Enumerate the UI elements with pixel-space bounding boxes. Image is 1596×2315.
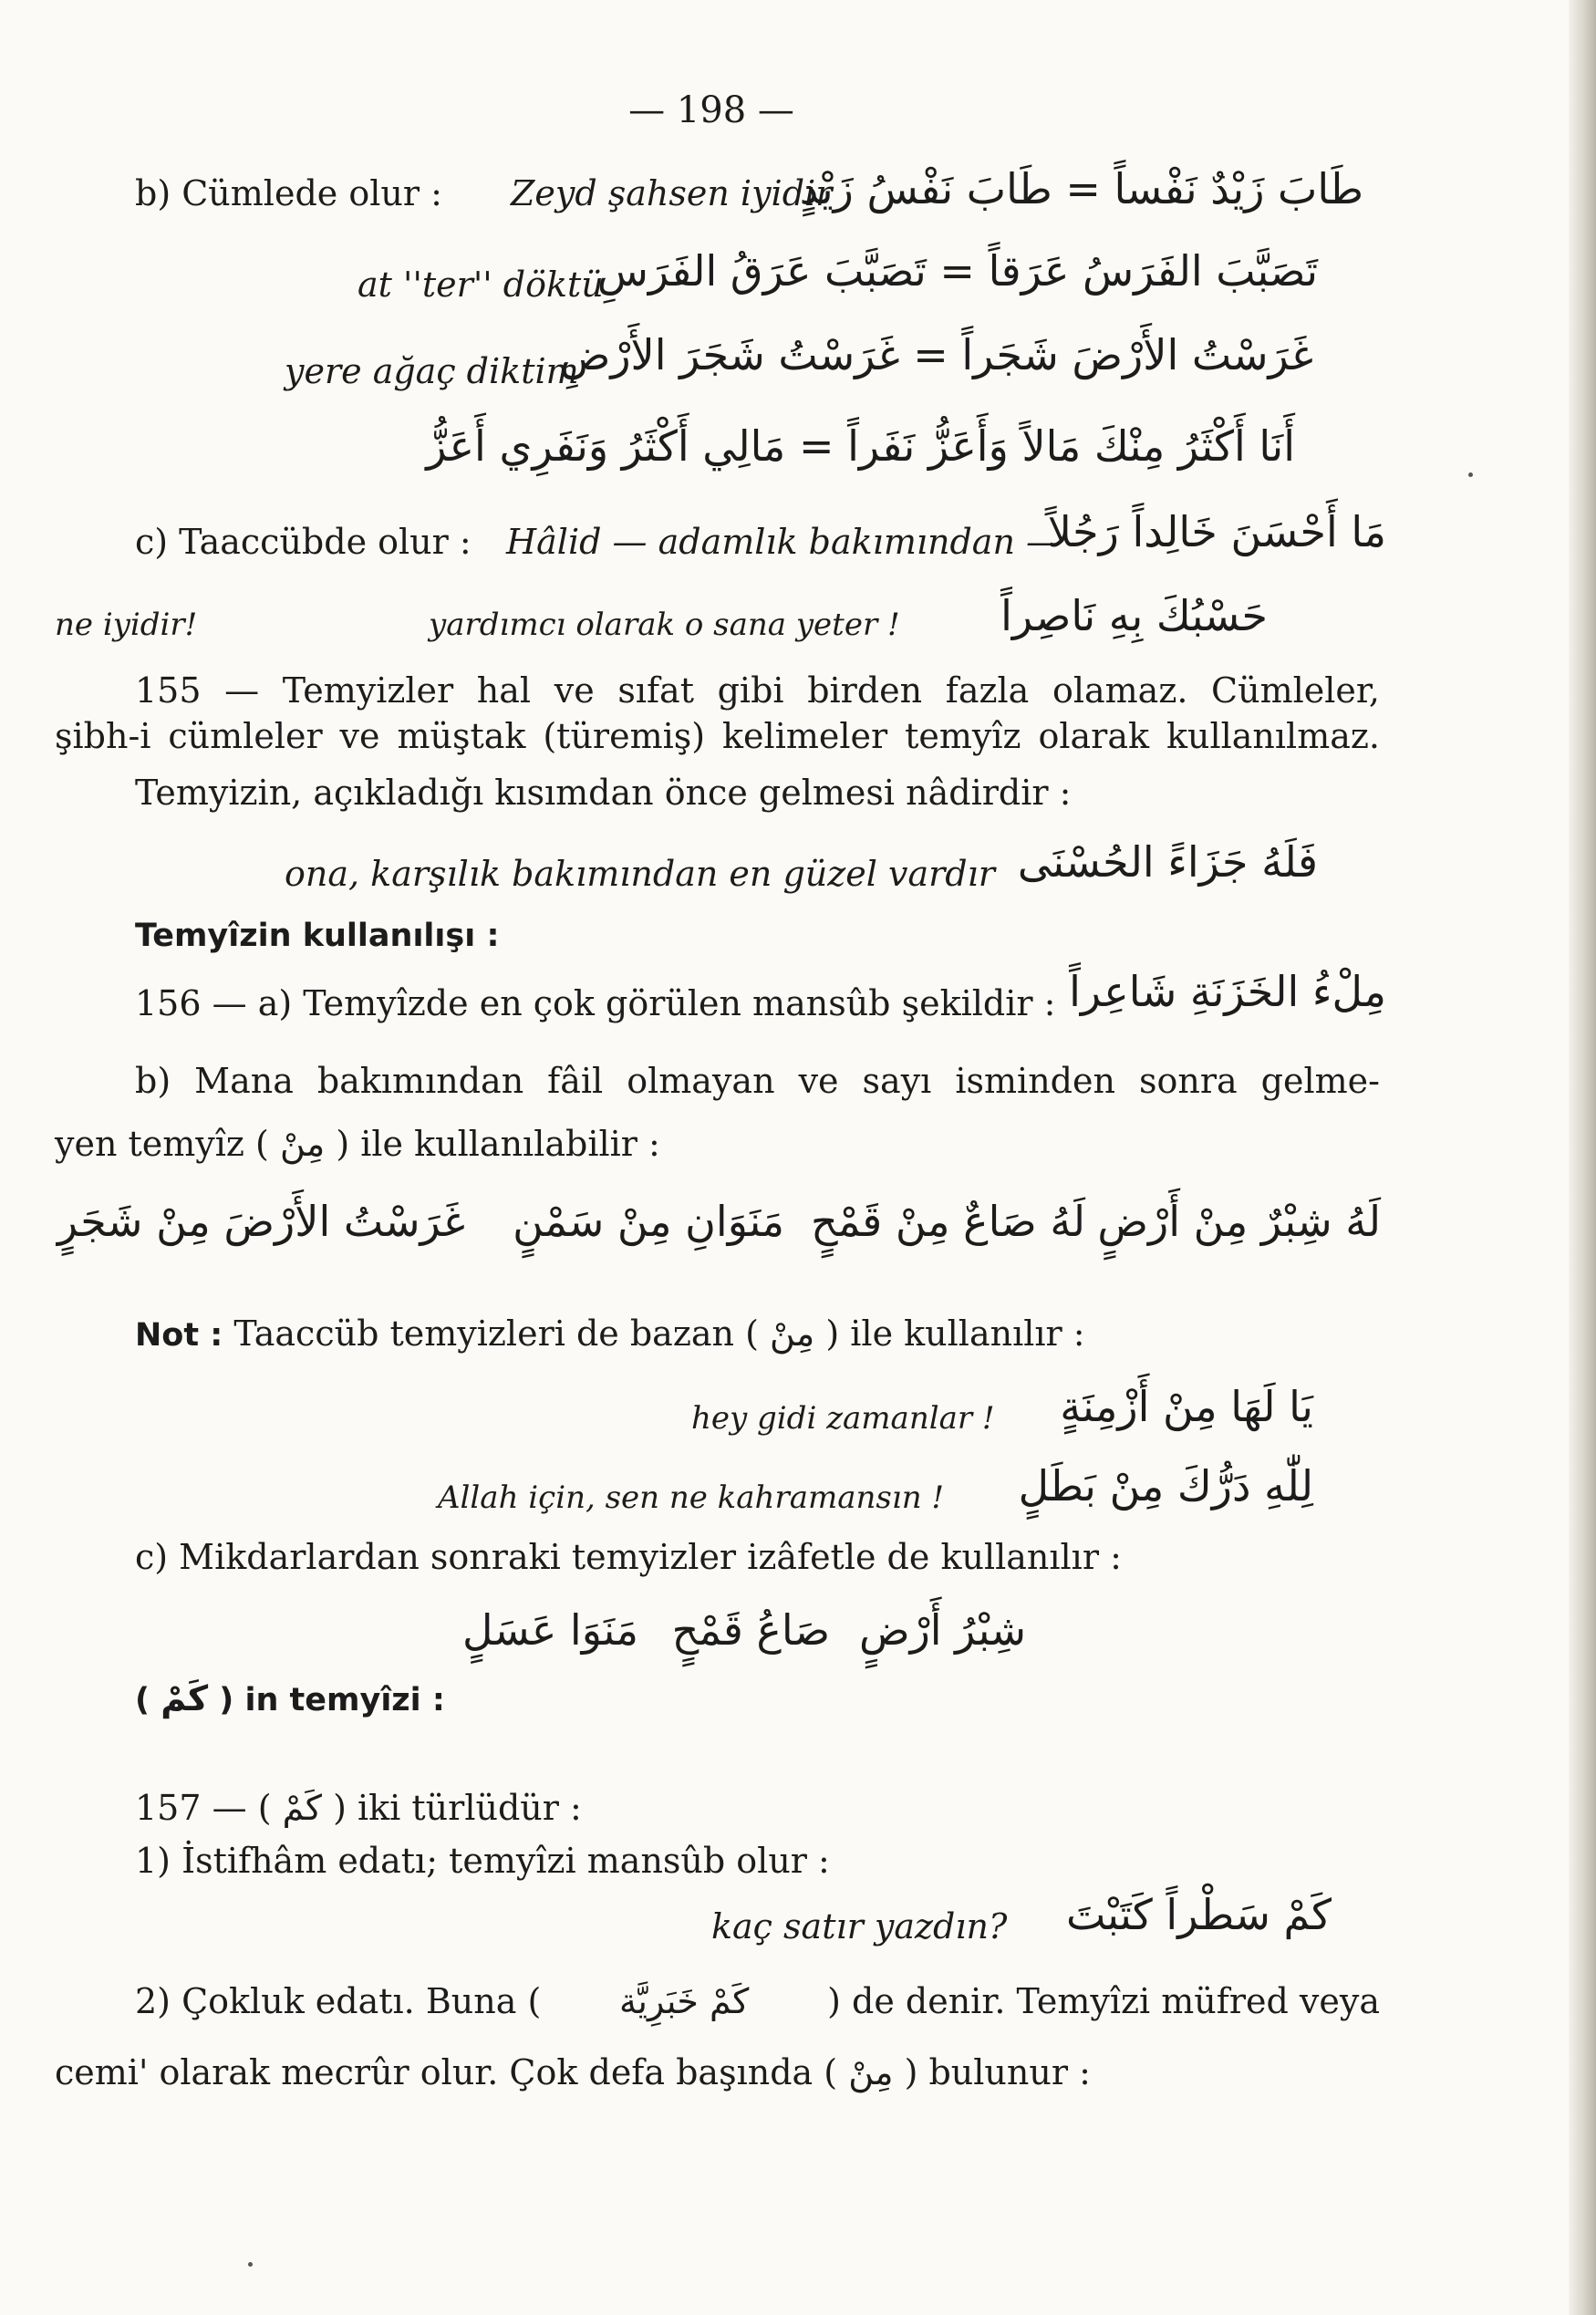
b-label: b) Cümlede olur : <box>135 173 442 213</box>
para-156-a: 156 — a) Temyîzde en çok görülen mansûb şekildir : <box>135 983 1056 1023</box>
b-example-4-arabic: أَنَا أَكْثَرُ مِنْكَ مَالاً وَأَعَزُّ نَفَراً = مَالِي أَكْثَرُ وَنَفَرِي أَعَزُّ <box>426 421 1295 471</box>
para-155-line-2: şibh-i cümleler ve müştak (türemiş) kelimeler temyîz olarak kullanılmaz. <box>55 716 1380 756</box>
para-156-b-line-2-pre: yen temyîz ( <box>55 1124 269 1164</box>
b-example-3-turkish: yere ağaç diktim <box>285 351 579 391</box>
para-155-line-1: 155 — Temyizler hal ve sıfat gibi birden fazla olamaz. Cümleler, <box>135 670 1380 711</box>
heading-temyiz-usage: Temyîzin kullanılışı : <box>135 918 500 954</box>
para-156-b-arabic-2: لَهُ صَاعٌ مِنْ قَمْحٍ <box>811 1197 1085 1246</box>
para-c-quantities: c) Mikdarlardan sonraki temyizler izâfetle de kullanılır : <box>135 1537 1122 1577</box>
para-157-item-1-turkish: kaç satır yazdın? <box>711 1906 1008 1946</box>
b-example-3-arabic: غَرَسْتُ الأَرْضَ شَجَراً = غَرَسْتُ شَجَرَ الأَرْضِ <box>559 330 1313 379</box>
b-example-1-arabic: طَابَ زَيْدٌ نَفْساً = طَابَ نَفْسُ زَيْدٍ <box>799 164 1363 213</box>
paper-speck <box>1468 472 1473 477</box>
para-157-item-1-arabic: كَمْ سَطْراً كَتَبْتَ <box>1065 1890 1332 1939</box>
page-number: — 198 — <box>628 89 794 131</box>
para-156-a-arabic: مِلْءُ الخَزَنَةِ شَاعِراً <box>1069 967 1386 1016</box>
b-example-1-turkish: Zeyd şahsen iyidir <box>511 173 833 213</box>
page-edge-shadow <box>1569 0 1596 2315</box>
c-example-1-turkish: Hâlid — adamlık bakımından — <box>506 522 1062 562</box>
note-example-2-arabic: لِلّٰهِ دَرُّكَ مِنْ بَطَلٍ <box>1018 1461 1313 1510</box>
para-157-kem: كَمْ <box>282 1788 322 1828</box>
c-example-1-end: ne iyidir! <box>55 607 198 643</box>
note-example-1-turkish: hey gidi zamanlar ! <box>691 1400 995 1437</box>
heading-kem-close: ) in temyîzi : <box>219 1682 445 1718</box>
quantities-arabic-3: مَنَوَا عَسَلٍ <box>461 1605 638 1655</box>
b-example-2-arabic: تَصَبَّبَ الفَرَسُ عَرَقاً = تَصَبَّبَ عَرَقُ الفَرَسِ <box>596 246 1318 296</box>
para-156-b-arabic-3: مَنَوَانِ مِنْ سَمْنٍ <box>513 1197 784 1246</box>
para-155-example-turkish: ona, karşılık bakımından en güzel vardır <box>285 854 995 894</box>
para-157-item-2-line-2-post: ) bulunur : <box>904 2052 1091 2092</box>
c-example-1-arabic: مَا أَحْسَنَ خَالِداً رَجُلاً <box>1047 507 1386 556</box>
para-157-item-2-line-1 <box>135 1981 1380 2023</box>
para-157-item-2-line-2 <box>55 2052 1091 2094</box>
para-157-item-1: 1) İstifhâm edatı; temyîzi mansûb olur : <box>135 1841 830 1881</box>
min-particle: مِنْ <box>279 1124 326 1164</box>
c-label: c) Taaccübde olur : <box>135 522 472 562</box>
para-157-item-2-min: مِنْ <box>848 2052 894 2092</box>
heading-kem-temyiz <box>135 1678 445 1720</box>
heading-kem-word: كَمْ <box>161 1678 209 1718</box>
heading-kem-open: ( <box>135 1682 150 1718</box>
para-157-item-2-line-2-pre: cemi' olarak mecrûr olur. Çok defa başında ( <box>55 2052 838 2092</box>
c-example-2-arabic: حَسْبُكَ بِهِ نَاصِراً <box>1000 591 1268 640</box>
para-157-item-2-arabic: كَمْ خَبَرِيَّة <box>619 1981 750 2021</box>
para-157-item-2-pre: 2) Çokluk edatı. Buna ( <box>135 1981 542 2021</box>
para-156-b-line-2 <box>55 1124 660 1166</box>
note-example-1-arabic: يَا لَهَا مِنْ أَزْمِنَةٍ <box>1060 1382 1313 1431</box>
note-paragraph <box>135 1313 1085 1355</box>
para-156-b-line-1: b) Mana bakımından fâil olmayan ve sayı isminden sonra gelme- <box>135 1061 1380 1101</box>
para-156-b-arabic-4: غَرَسْتُ الأَرْضَ مِنْ شَجَرٍ <box>57 1197 465 1246</box>
para-155-example-arabic: فَلَهُ جَزَاءً الحُسْنَى <box>1017 837 1318 887</box>
para-156-b-arabic-1: لَهُ شِبْرٌ مِنْ أَرْضٍ <box>1097 1197 1381 1246</box>
c-example-2-turkish: yardımcı olarak o sana yeter ! <box>429 607 900 643</box>
para-156-b-line-2-post: ) ile kullanılabilir : <box>336 1124 660 1164</box>
quantities-arabic-2: صَاعُ قَمْحٍ <box>671 1605 830 1655</box>
para-157 <box>135 1788 582 1830</box>
paper-speck <box>248 2262 253 2267</box>
note-text-post: ) ile kullanılır : <box>825 1313 1085 1354</box>
note-min-particle: مِنْ <box>770 1313 815 1354</box>
b-example-2-turkish: at ''ter'' döktü <box>358 265 604 305</box>
para-157-pre: 157 — ( <box>135 1788 272 1828</box>
para-155-line-3: Temyizin, açıkladığı kısımdan önce gelmesi nâdirdir : <box>135 773 1072 813</box>
quantities-arabic-1: شِبْرُ أَرْضٍ <box>858 1605 1026 1655</box>
note-label: Not : <box>135 1317 223 1354</box>
para-157-item-2-post: ) de denir. Temyîzi müfred veya <box>827 1981 1380 2021</box>
note-example-2-turkish: Allah için, sen ne kahramansın ! <box>438 1479 945 1516</box>
note-text-pre: Taaccüb temyizleri de bazan ( <box>233 1313 759 1354</box>
para-157-post: ) iki türlüdür : <box>333 1788 582 1828</box>
